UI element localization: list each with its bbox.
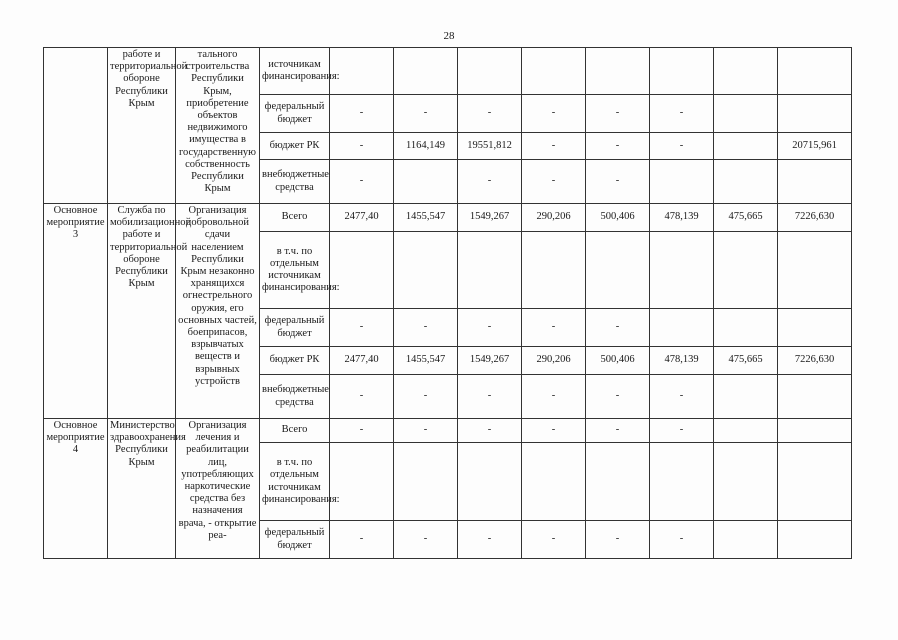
value-cell (714, 419, 778, 443)
budget-table (43, 47, 852, 559)
table-row (44, 48, 852, 95)
value-cell (522, 232, 586, 309)
value-cell (330, 232, 394, 309)
value-cell (778, 309, 852, 347)
value-cell: 1455,547 (394, 204, 458, 232)
value-cell: 478,139 (650, 204, 714, 232)
table-row (44, 204, 852, 232)
value-cell (650, 160, 714, 204)
value-cell: 1549,267 (458, 347, 522, 375)
value-cell: 290,206 (522, 204, 586, 232)
value-cell: 7226,630 (778, 204, 852, 232)
value-cell (778, 160, 852, 204)
value-cell (714, 232, 778, 309)
value-cell: - (330, 133, 394, 160)
value-cell: - (458, 309, 522, 347)
value-cell (778, 232, 852, 309)
measure-cell (44, 48, 108, 204)
table-body (44, 48, 852, 559)
value-cell: - (458, 160, 522, 204)
value-cell (778, 375, 852, 419)
value-cell (778, 419, 852, 443)
executor-cell: работе и территориальной обороне Республики Крым (108, 48, 176, 204)
value-cell: - (522, 309, 586, 347)
value-cell (714, 443, 778, 521)
value-cell: - (522, 133, 586, 160)
value-cell: - (330, 160, 394, 204)
value-cell: 1164,149 (394, 133, 458, 160)
value-cell: - (458, 521, 522, 559)
value-cell (458, 48, 522, 95)
funding-source-cell: внебюджетные средства (260, 160, 330, 204)
value-cell (778, 443, 852, 521)
value-cell (714, 95, 778, 133)
value-cell: - (650, 133, 714, 160)
value-cell: 20715,961 (778, 133, 852, 160)
value-cell: - (650, 375, 714, 419)
value-cell: - (522, 375, 586, 419)
value-cell (650, 309, 714, 347)
executor-cell: Служба по мобилизационной работе и территориальной обороне Республики Крым (108, 204, 176, 419)
value-cell: 7226,630 (778, 347, 852, 375)
value-cell (778, 48, 852, 95)
funding-source-cell: федеральный бюджет (260, 95, 330, 133)
value-cell: 500,406 (586, 347, 650, 375)
value-cell: - (586, 133, 650, 160)
value-cell: 475,665 (714, 204, 778, 232)
value-cell (714, 48, 778, 95)
value-cell (714, 160, 778, 204)
funding-source-cell: федеральный бюджет (260, 309, 330, 347)
value-cell: 1455,547 (394, 347, 458, 375)
table-row (44, 419, 852, 443)
measure-cell: Основное мероприятие 4 (44, 419, 108, 559)
value-cell: - (458, 375, 522, 419)
value-cell: - (330, 95, 394, 133)
funding-source-cell: источникам финансирования: (260, 48, 330, 95)
value-cell: 2477,40 (330, 347, 394, 375)
funding-source-cell: бюджет РК (260, 133, 330, 160)
value-cell: 478,139 (650, 347, 714, 375)
funding-source-cell: в т.ч. по отдельным источникам финансирования: (260, 232, 330, 309)
value-cell (394, 443, 458, 521)
value-cell: - (394, 309, 458, 347)
value-cell (714, 133, 778, 160)
value-cell: - (330, 375, 394, 419)
value-cell: - (586, 309, 650, 347)
value-cell: - (650, 419, 714, 443)
value-cell: 500,406 (586, 204, 650, 232)
value-cell: - (522, 95, 586, 133)
activity-cell: Организация добровольной сдачи населением Республики Крым незаконно хранящихся огнестрельного оружия, его основных частей, боеприпасов, взрывчатых веществ и взрывных устройств (176, 204, 260, 419)
value-cell (586, 443, 650, 521)
value-cell (458, 232, 522, 309)
funding-source-cell: федеральный бюджет (260, 521, 330, 559)
value-cell (394, 232, 458, 309)
value-cell: - (650, 95, 714, 133)
value-cell: - (458, 95, 522, 133)
value-cell: - (650, 521, 714, 559)
value-cell: - (522, 419, 586, 443)
value-cell: - (522, 160, 586, 204)
value-cell (714, 375, 778, 419)
value-cell: 2477,40 (330, 204, 394, 232)
value-cell (650, 443, 714, 521)
funding-source-cell: внебюджетные средства (260, 375, 330, 419)
value-cell (394, 48, 458, 95)
executor-cell: Министерство здравоохранения Республики Крым (108, 419, 176, 559)
value-cell (522, 443, 586, 521)
value-cell: - (330, 309, 394, 347)
value-cell: - (394, 375, 458, 419)
value-cell: - (586, 521, 650, 559)
funding-source-cell: Всего (260, 204, 330, 232)
value-cell (394, 160, 458, 204)
value-cell: - (330, 419, 394, 443)
value-cell: - (586, 160, 650, 204)
value-cell: 475,665 (714, 347, 778, 375)
value-cell (330, 443, 394, 521)
value-cell (522, 48, 586, 95)
value-cell: - (586, 95, 650, 133)
value-cell: - (586, 419, 650, 443)
value-cell (778, 521, 852, 559)
measure-cell: Основное мероприятие 3 (44, 204, 108, 419)
value-cell: - (330, 521, 394, 559)
value-cell (650, 48, 714, 95)
value-cell (714, 309, 778, 347)
activity-cell: тального строительства Республики Крым, приобретение объектов недвижимого имущества в государственную собственность Республики Крым (176, 48, 260, 204)
value-cell (714, 521, 778, 559)
value-cell: - (394, 521, 458, 559)
funding-source-cell: Всего (260, 419, 330, 443)
value-cell: - (586, 375, 650, 419)
value-cell (586, 48, 650, 95)
value-cell (586, 232, 650, 309)
activity-cell: Организация лечения и реабилитации лиц, употребляющих наркотические средства без назначения врача, - открытие реа- (176, 419, 260, 559)
value-cell (458, 443, 522, 521)
value-cell (778, 95, 852, 133)
value-cell: 290,206 (522, 347, 586, 375)
page-number: 28 (443, 30, 455, 42)
value-cell: 1549,267 (458, 204, 522, 232)
value-cell (650, 232, 714, 309)
funding-source-cell: в т.ч. по отдельным источникам финансирования: (260, 443, 330, 521)
value-cell: - (458, 419, 522, 443)
value-cell: 19551,812 (458, 133, 522, 160)
value-cell: - (522, 521, 586, 559)
value-cell: - (394, 419, 458, 443)
funding-source-cell: бюджет РК (260, 347, 330, 375)
value-cell: - (394, 95, 458, 133)
